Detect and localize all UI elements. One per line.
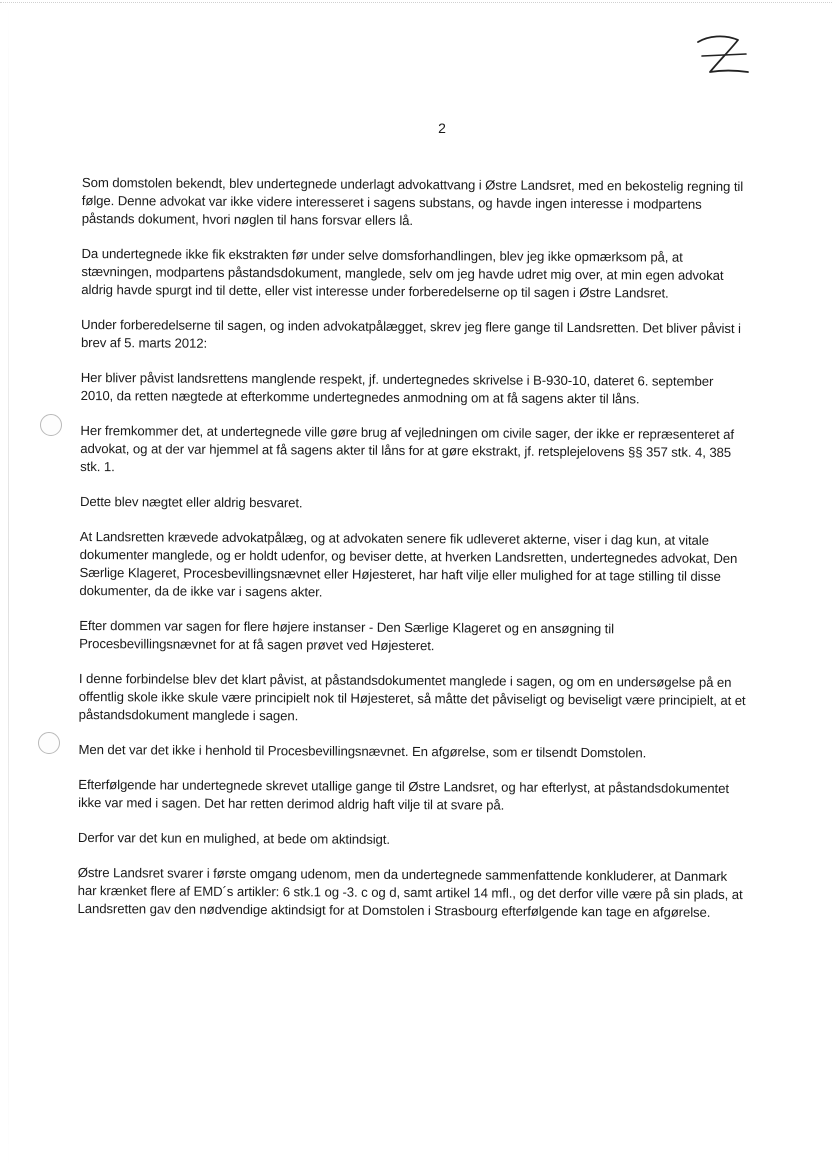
paragraph: Dette blev nægtet eller aldrig besvaret. [79,493,303,511]
handwritten-page-number [690,30,760,82]
paragraph: Under forberedelserne til sagen, og inden advokatpålægget, skrev jeg flere gange til Landsretten. Det bliver påvist i brev af 5. marts 2012: [80,316,741,351]
page-number: 2 [438,120,446,136]
scan-border-left [8,0,9,1173]
punch-hole-icon [38,732,60,754]
paragraph: I denne forbindelse blev det klart påvist, at påstandsdokumentet manglede i sagen, og om en undersøgelse på en offentlig skole ikke skule være principielt nok til Højesteret, så måtte det påviseligt og beviseligt være principielt, at et påstandsdokument manglede i sagen. [78,670,746,724]
scan-border-top [0,2,832,4]
paragraph: Efterfølgende har undertegnede skrevet utallige gange til Østre Landsret, og har efterlyst, at påstandsdokumentet ikke var med i sagen. Det har retten derimod aldrig haft vilje til at svare på. [78,776,729,813]
paragraph: Men det var det ikke i henhold til Procesbevillingsnævnet. En afgørelse, som er tilsendt Domstolen. [78,741,647,761]
punch-hole-icon [40,414,62,436]
handwritten-number-text: 2 [690,30,691,31]
paragraph: Østre Landsret svarer i første omgang udenom, men da undertegnede sammenfattende konkluderer, at Danmark har krænket flere af EMD´s artikler: 6 stk.1 og -3. c og d, samt artikel 14 mfl., og det derfor ville være på sin plads, at Landsretten gav den nødvendige aktindsigt for at Domstolen i Strasbourg efterfølgende kan tage en afgørelse. [77,864,743,920]
paragraph: Her bliver påvist landsrettens manglende respekt, jf. undertegnedes skrivelse i B-930-10, dateret 6. september 2010, da retten nægtede at efterkomme undertegnedes anmodning om at få sagens akter til låns. [80,369,714,407]
paragraph: Da undertegnede ikke fik ekstrakten før under selve domsforhandlingen, blev jeg ikke opmærksom på, at stævningen, modpartens påstandsdokument, manglede, selv om jeg havde udret mig over, at min egen advokat aldrig havde spurgt ind til dette, eller vist interesse under forberedelserne op til sagen i Østre Landsret. [81,245,724,301]
paragraph: Efter dommen var sagen for flere højere instanser - Den Særlige Klageret og en ansøgning til Procesbevillingsnævnet for at få sagen prøvet ved Højesteret. [79,617,614,654]
paragraph: Som domstolen bekendt, blev undertegnede underlagt advokattvang i Østre Landsret, med en bekostelig regning til følge. Denne advokat var ikke videre interesseret i sagens substans, og havde ingen interesse i modpartens påstands dokument, hvori nøglen til hans forsvar ellers lå. [81,174,744,229]
paragraph: Her fremkommer det, at undertegnede ville gøre brug af vejledningen om civile sager, der ikke er repræsenteret af advokat, og at der var hjemmel at få sagens akter til låns for at gøre ekstrakt, jf. retsplejelovens §§ 357 stk. 4, 385 stk. 1. [80,422,734,475]
paragraph: At Landsretten krævede advokatpålæg, og at advokaten senere fik udleveret akterne, viser i dag kun, at vitale dokumenter manglede, og er holdt udenfor, og beviser dette, at hverken Landsretten, undertegnedes advokat, Den Særlige Klageret, Procesbevillingsnævnet eller Højesteret, har haft vilje eller mulighed for at tage stilling til disse dokumenter, da de ikke var i sagens akter. [79,528,738,600]
letter-body [77,174,750,939]
paragraph: Derfor var det kun en mulighed, at bede om aktindsigt. [77,829,391,847]
